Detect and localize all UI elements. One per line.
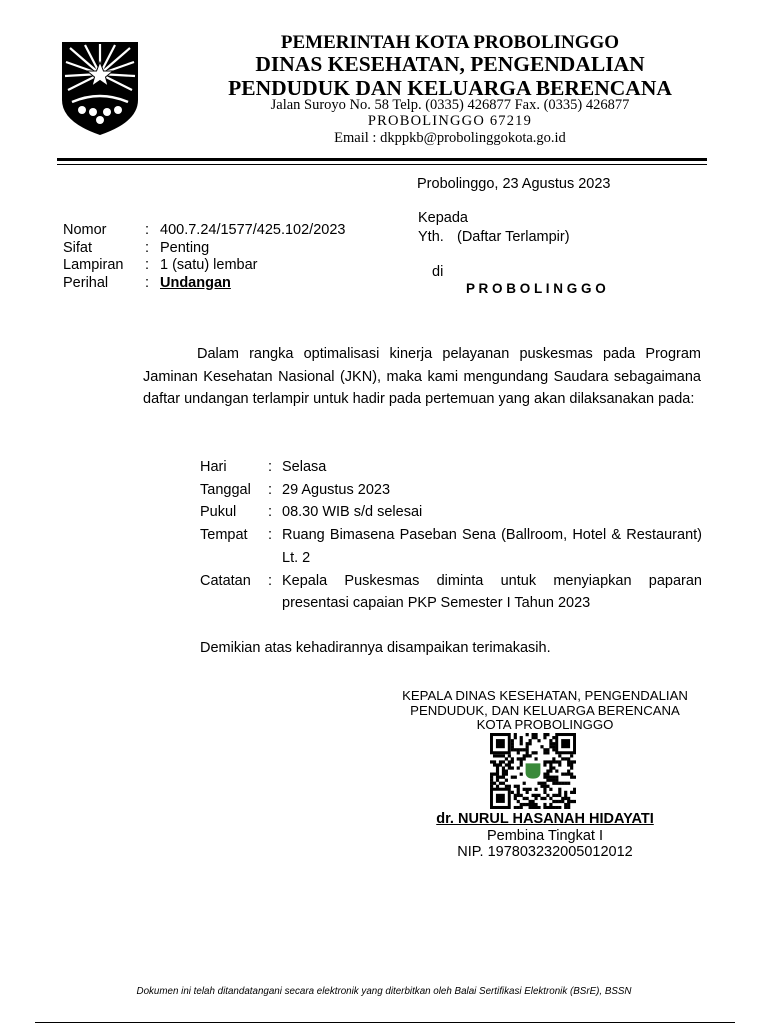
detail-label: Catatan [200,572,251,589]
meta-colon: : [145,222,150,238]
detail-value: Ruang Bimasena Paseban Sena (Ballroom, Hotel & Restaurant) Lt. 2 [282,527,702,566]
signer-title-line1: KEPALA DINAS KESEHATAN, PENGENDALIAN [402,688,688,703]
detail-colon: : [268,527,273,544]
detail-value: Kepala Puskesmas diminta untuk menyiapkan paparan presentasi capaian PKP Semester I Tahun 2023 [282,572,702,612]
letterhead-divider-thick [57,158,707,161]
body-paragraph [143,343,701,411]
meta-colon: : [145,239,150,256]
meta-label: Lampiran [63,257,124,273]
closing-sentence: Demikian atas kehadirannya disampaikan terimakasih. [200,640,551,656]
detail-colon: : [268,572,273,589]
detail-label: Pukul [200,504,237,521]
recipient-city: P R O B O L I N G G O [466,281,606,296]
recipient-kepada: Kepada [418,210,468,226]
detail-row-hari [200,456,702,479]
detail-label: Tempat [200,527,248,544]
recipient-name: (Daftar Terlampir) [457,229,570,245]
body-paragraph-text: Dalam rangka optimalisasi kinerja pelayanan puskesmas pada Program Jaminan Kesehatan Nasional (JKN), maka kami mengundang Saudara sebagaimana daftar undangan terlampir untuk hadir pada pertemuan yang akan dilaksanakan pada: [143,346,701,408]
event-details [200,456,702,615]
detail-label: Tanggal [200,481,251,498]
e-signature-footer: Dokumen ini telah ditandatangani secara elektronik yang diterbitkan oleh Balai Sertifikasi Elektronik (BSrE), BSSN [136,986,632,997]
detail-row-tempat [200,524,702,569]
meta-label: Perihal [63,274,109,291]
letterhead-divider-thin [57,164,707,165]
detail-row-catatan [200,570,702,615]
meta-colon: : [145,274,150,291]
detail-colon: : [268,504,273,521]
meta-row-sifat [63,240,345,258]
meta-value: 400.7.24/1577/425.102/2023 [160,222,346,238]
letterhead-address: Jalan Suroyo No. 58 Telp. (0335) 426877 Fax. (0335) 426877 [270,97,630,113]
signer-rank: Pembina Tingkat I [486,828,604,844]
meta-label: Nomor [63,222,107,238]
place-date: Probolinggo, 23 Agustus 2023 [417,176,611,192]
meta-row-nomor [63,222,345,240]
detail-value: Selasa [282,459,327,475]
meta-row-lampiran [63,257,345,275]
detail-colon: : [268,481,273,498]
detail-colon: : [268,459,273,475]
letterhead-agency-line1: DINAS KESEHATAN, PENGENDALIAN [255,52,645,76]
letterhead-government: PEMERINTAH KOTA PROBOLINGGO [280,32,620,53]
meta-subject: Undangan [160,274,231,291]
letterhead-email: Email : dkppkb@probolinggokota.go.id [334,130,566,146]
detail-value: 08.30 WIB s/d selesai [282,504,423,521]
detail-row-tanggal [200,479,702,502]
recipient-yth: Yth. [418,229,444,245]
signer-nip: NIP. 197803232005012012 [457,844,633,860]
meta-label: Sifat [63,239,93,256]
signer-title-line2: PENDUDUK, DAN KELUARGA BERENCANA [410,703,680,718]
letterhead-agency-line2: PENDUDUK DAN KELUARGA BERENCANA [228,76,672,100]
letter-meta [63,222,345,292]
detail-value: 29 Agustus 2023 [282,481,391,498]
page-bottom-line [35,1022,735,1023]
signer-title-line3: KOTA PROBOLINGGO [476,717,614,732]
meta-value: 1 (satu) lembar [160,257,258,273]
detail-row-pukul [200,501,702,524]
signer-name: dr. NURUL HASANAH HIDAYATI [436,811,654,827]
meta-row-perihal [63,275,345,293]
meta-value: Penting [160,239,210,256]
city-emblem-icon [60,40,140,137]
qr-code-icon [490,733,576,809]
detail-label: Hari [200,459,227,475]
letterhead-city-postal: PROBOLINGGO 67219 [367,113,533,129]
meta-colon: : [145,257,150,273]
recipient-di: di [432,264,444,280]
